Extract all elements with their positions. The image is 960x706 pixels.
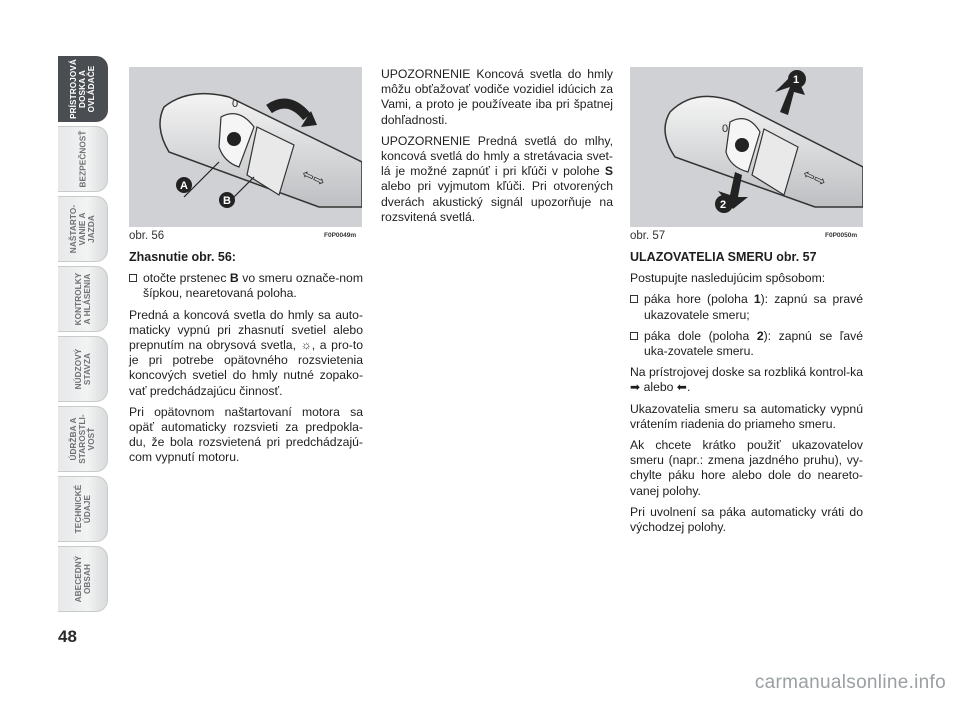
figure-57-code: F0P0050m <box>825 232 858 239</box>
column-left <box>129 250 363 472</box>
position-zero-label: 0 <box>722 123 729 135</box>
tab-label: ABECEDNÝ OBSAH <box>73 555 92 603</box>
figure-56 <box>129 67 362 227</box>
figure-56-code: F0P0049m <box>324 232 357 239</box>
tab-technicke-udaje[interactable] <box>58 476 108 542</box>
tab-label: ÚDRŽBA A STAROSTLI- VOSŤ <box>68 414 97 464</box>
section-heading: ULAZOVATELIA SMERU obr. 57 <box>630 250 817 264</box>
stalk-dot <box>735 138 749 152</box>
tab-label: NÚDZOVÝ STAVZA <box>73 348 92 390</box>
paragraph: Ukazovatelia smeru sa automaticky vypnú vrátením riadenia do priameho smeru. <box>630 401 863 431</box>
tab-udrzba[interactable] <box>58 406 108 472</box>
page-number: 48 <box>58 627 77 646</box>
light-switch-illustration <box>129 67 362 227</box>
position-zero-label: 0 <box>232 98 239 110</box>
figure-57 <box>630 67 863 227</box>
checkbox-bullet-icon <box>630 295 638 303</box>
watermark: carmanualsonline.info <box>754 672 946 693</box>
list-item: páka hore (poloha 1): zapnú sa pravé ukazovatele smeru; <box>630 292 863 322</box>
checkbox-bullet-icon <box>129 274 137 282</box>
paragraph: Pri opätovnom naštartovaní motora sa opäť automaticky rozsvieti za predpokla-du, že bola rozsvietená pri predchádzajú-com vypnutí motoru. <box>129 404 363 465</box>
section-heading: Zhasnutie obr. 56: <box>129 250 236 264</box>
rotation-arrow <box>269 104 307 117</box>
turn-signal-arrows: ⇦⇨ <box>800 165 829 190</box>
label-b: B <box>223 195 231 207</box>
list-item: páka dole (poloha 2): zapnú se ľavé uka-zovatele smeru. <box>630 329 863 359</box>
turn-signal-arrows: ⇦⇨ <box>299 165 328 190</box>
paragraph: Ak chcete krátko použiť ukazovatelov smeru (napr.: zmena jazdného pruhu), vy-chylte páku hore alebo dole do neareto-vanej polohy. <box>630 438 863 498</box>
position-2-label: 2 <box>720 199 727 211</box>
paragraph: Pri uvolnení sa páka automaticky vráti do východzej polohy. <box>630 504 863 535</box>
tab-label: NAŠTARTO- VANIE A JAZDA <box>68 204 97 254</box>
list-item: otočte prstenec B vo smeru označe-nom šípkou, nearetovaná poloha. <box>129 271 363 301</box>
tab-nastartovanie[interactable] <box>58 196 108 262</box>
figure-56-caption: obr. 56 <box>129 230 165 242</box>
warning-paragraph: UPOZORNENIE Koncová svetla do hmly môžu obťažovať vodiče vozidiel idúcich za Vami, a proto je používeate iba pri špatnej dohľadnosti. <box>381 67 613 127</box>
paragraph: Na prístrojovej doske sa rozbliká kontrol-ka ➡ alebo ⬅. <box>630 365 864 395</box>
column-middle <box>381 67 613 231</box>
tab-kontrolky[interactable] <box>58 266 108 332</box>
tab-label: TECHNICKÉ ÚDAJE <box>73 484 92 534</box>
tab-abecedny-obsah[interactable] <box>58 546 108 612</box>
switch-ring-dot <box>227 132 241 146</box>
column-right <box>630 250 863 541</box>
tab-bezpecnost[interactable] <box>58 126 108 192</box>
paragraph: Predná a koncová svetla do hmly sa auto-maticky vypnú pri zhasnutí svetiel alebo prepnutím na obrysová svetla, ☼, a pro-to je pri potrebe opätovného rozsvietenia koncových svetiel do hmly nutné zopako-vať predchádzajúcu činnosť. <box>129 307 363 398</box>
paragraph: Postupujte nasledujúcim spôsobom: <box>630 271 826 286</box>
tab-label: BEZPEČNOSŤ <box>77 130 87 188</box>
checkbox-bullet-icon <box>630 332 638 340</box>
label-a: A <box>180 180 188 192</box>
position-1-label: 1 <box>793 74 800 86</box>
tab-label: KONTROLKY A HLÁSENIA <box>73 272 92 326</box>
turn-signal-illustration <box>630 67 863 227</box>
warning-paragraph: UPOZORNENIE Predná svetlá do mlhy, koncová svetlá do hmly a stretávacia svet-lá je možné zapnúť i pri kľúči v polohe S alebo pri vyjmutom kľúči. Pri otvorených dverách akustický signál upozorňuje na rozsvitená svetlá. <box>381 133 613 224</box>
tab-label: PRÍSTROJOVÁ DOSKA A OVLÁDAČE <box>68 59 97 119</box>
tab-pristrojova-doska[interactable] <box>58 56 108 122</box>
figure-57-caption: obr. 57 <box>630 230 666 242</box>
tab-nudzovy-stav[interactable] <box>58 336 108 402</box>
